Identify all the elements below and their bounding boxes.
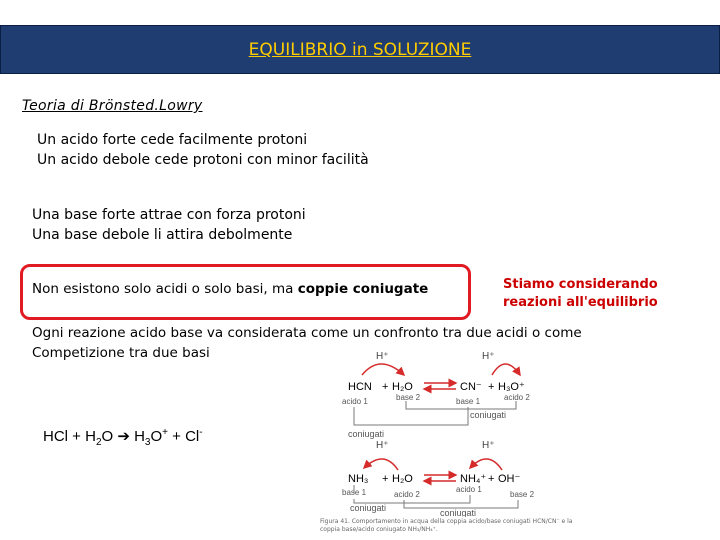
top-plus-1: + (382, 381, 389, 393)
conjugate-highlight: coppie coniugate (297, 281, 429, 297)
base-weak-line: Una base debole li attira debolmente (32, 227, 293, 243)
bottom-label-acido2: acido 2 (394, 490, 420, 499)
proton-transfer-arrow-4 (470, 459, 502, 470)
conjugate-bracket-top-2 (354, 407, 468, 425)
proton-transfer-arrow-2 (492, 364, 520, 375)
top-conjugate-label-1: coniugati (470, 410, 507, 420)
acid-strong-line: Un acido forte cede facilmente protoni (37, 132, 308, 148)
figure-caption (320, 518, 572, 534)
bottom-product-2: OH⁻ (498, 473, 521, 485)
top-label-acid2: acido 2 (504, 393, 530, 402)
formula-part: O (150, 428, 163, 445)
section-subtitle: Teoria di Brönsted.Lowry (22, 98, 203, 114)
formula-part: H (129, 428, 145, 445)
bottom-product-1: NH₄⁺ (460, 473, 487, 485)
proton-transfer-arrow-3 (364, 459, 398, 470)
bottom-reactant-2: H₂O (392, 473, 413, 485)
figure-caption-line2: coppia base/acido coniugato NH₃/NH₄⁺. (320, 526, 438, 533)
formula-part: HCl + H (43, 428, 96, 445)
proton-label-1: H⁺ (376, 351, 389, 362)
proton-label-3: H⁺ (376, 440, 389, 451)
proton-label-2: H⁺ (482, 351, 495, 362)
equilibrium-note-line2: reazioni all'equilibrio (503, 295, 658, 310)
arrow-icon: ➔ (117, 428, 130, 445)
bottom-label-base2: base 2 (510, 490, 535, 499)
formula-part: O (101, 428, 114, 445)
top-label-base2: base 2 (396, 393, 421, 402)
figure-caption-line1: Figura 41. Comportamento in acqua della coppia acido/base coniugati HCN/CN⁻ e la (320, 518, 573, 525)
formula-sup: - (199, 427, 203, 438)
top-product-1: CN⁻ (460, 381, 482, 393)
formula-part: + Cl (168, 428, 200, 445)
hcl-formula (43, 427, 203, 448)
formula-sub: 2 (95, 437, 102, 448)
proton-label-4: H⁺ (482, 440, 495, 451)
conjugate-pairs-text (32, 281, 428, 297)
title-bar (0, 25, 720, 74)
conjugate-pairs-diagram (320, 345, 560, 517)
bottom-label-base1: base 1 (342, 488, 367, 497)
top-conjugate-label-2: coniugati (348, 429, 385, 439)
bottom-reactant-1: NH₃ (348, 473, 369, 485)
bottom-conjugate-label-1: coniugati (350, 503, 387, 513)
bottom-plus-1: + (382, 473, 389, 485)
conjugate-bracket-bottom-2 (404, 500, 518, 508)
base-strong-line: Una base forte attrae con forza protoni (32, 207, 306, 223)
bottom-conjugate-label-2: coniugati (440, 508, 477, 517)
top-reactant-1: HCN (348, 381, 372, 393)
equilibrium-note-line1: Stiamo considerando (503, 277, 658, 292)
reaction-text-line1: Ogni reazione acido base va considerata come un confronto tra due acidi o come (32, 325, 582, 341)
acid-weak-line: Un acido debole cede protoni con minor facilità (37, 152, 369, 168)
formula-sup: + (162, 427, 168, 438)
top-label-base1: base 1 (456, 397, 481, 406)
bottom-label-acido1: acido 1 (456, 485, 482, 494)
top-plus-2: + (488, 381, 495, 393)
equilibrium-note (503, 276, 658, 312)
bottom-plus-2: + (488, 473, 495, 485)
conjugate-prefix: Non esistono solo acidi o solo basi, ma (32, 281, 298, 297)
proton-transfer-arrow-1 (362, 364, 404, 375)
top-label-acid1: acido 1 (342, 397, 368, 406)
page-title: EQUILIBRIO in SOLUZIONE (248, 39, 472, 60)
top-product-2: H₃O⁺ (498, 381, 525, 393)
top-reactant-2: H₂O (392, 381, 413, 393)
reaction-text-line2: Competizione tra due basi (32, 345, 210, 361)
formula-sub: 3 (144, 437, 151, 448)
